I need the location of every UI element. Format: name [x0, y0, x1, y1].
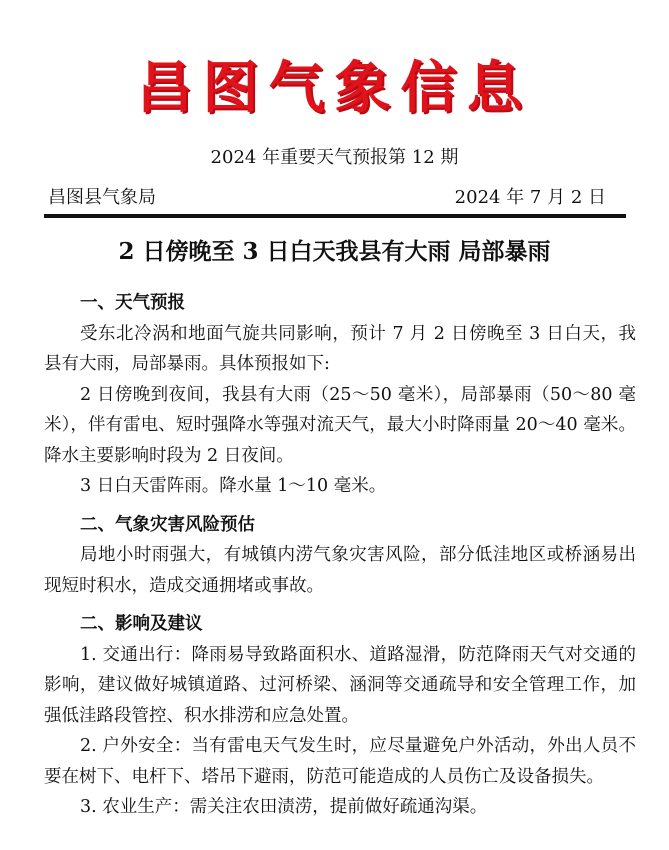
paragraph: 2 日傍晚到夜间，我县有大雨（25～50 毫米），局部暴雨（50～80 毫米），伴有雷电、短时强降水等强对流天气，最大小时降雨量 20～40 毫米。降水主要影响时段为 2 日夜间。 — [44, 384, 636, 466]
section-title: 二、气象灾害风险预估 — [80, 514, 255, 535]
section-title: 二、影响及建议 — [80, 614, 203, 634]
section-risk-assessment — [44, 510, 636, 602]
section-impacts-advice — [44, 609, 636, 823]
paragraph: 3. 农业生产：需关注农田渍涝，提前做好疏通沟渠。 — [80, 797, 488, 817]
issue-number: 2024 年重要天气预报第 12 期 — [210, 147, 459, 168]
headline: 2 日傍晚至 3 日白天我县有大雨 局部暴雨 — [118, 238, 551, 265]
meta-row — [48, 186, 606, 210]
masthead-title: 昌图气象信息 — [136, 55, 533, 121]
paragraph: 1. 交通出行：降雨易导致路面积水、道路湿滑，防范降雨天气对交通的影响，建议做好城镇道路、过河桥梁、涵洞等交通疏导和安全管理工作，加强低洼路段管控、积水排涝和应急处置。 — [44, 644, 636, 726]
issuing-organization: 昌图县气象局 — [48, 187, 156, 208]
paragraph: 3 日白天雷阵雨。降水量 1～10 毫米。 — [80, 476, 387, 496]
section-title: 一、天气预报 — [80, 293, 185, 313]
document-body — [44, 288, 636, 823]
paragraph: 局地小时雨强大，有城镇内涝气象灾害风险，部分低洼地区或桥涵易出现短时积水，造成交通拥堵或事故。 — [44, 545, 636, 596]
issue-date: 2024 年 7 月 2 日 — [454, 187, 606, 208]
section-weather-forecast — [44, 288, 636, 502]
header-divider — [44, 214, 626, 218]
paragraph: 2. 户外安全：当有雷电天气发生时，应尽量避免户外活动，外出人员不要在树下、电杆下、塔吊下避雨，防范可能造成的人员伤亡及设备损失。 — [44, 736, 636, 787]
paragraph: 受东北冷涡和地面气旋共同影响，预计 7 月 2 日傍晚至 3 日白天，我县有大雨，局部暴雨。具体预报如下: — [44, 323, 636, 374]
